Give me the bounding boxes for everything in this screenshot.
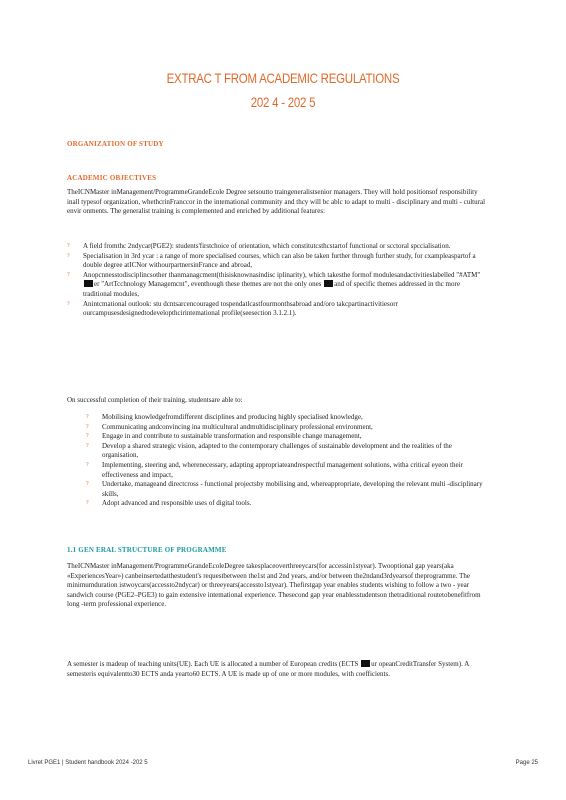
list-item-text: Engage in and contribute to sustainable transformation and responsible change management, (102, 432, 362, 441)
list-item-text: A field fromthc 2ndycar(PGE2): students'firstchoice of orientation, which constitutcsthcstartof functional or scctoral spccialisation. (83, 242, 451, 250)
bullet-icon: ? (86, 500, 89, 507)
list-item-text: Specialisation in 3rd ycar : a range of more specialised courses, which can also be taken further through further study, for cxampleaspartof a double degree atICNor withourpartnersinFrance and abroad, (83, 251, 476, 270)
bullet-icon: ? (86, 442, 89, 449)
list-item (86, 413, 487, 423)
list-item-text: Adopt advanced and responsible uses of digital tools. (102, 499, 252, 508)
list-item (86, 499, 487, 509)
list-item (86, 423, 487, 433)
section-heading-objectives: ACADEMIC OBJECTIVES (67, 174, 157, 182)
learning-outcomes-list (86, 413, 487, 509)
bullet-icon: ? (86, 414, 89, 420)
section-heading-organization: ORGANIZATION OF STUDY (67, 140, 164, 148)
list-item (86, 480, 487, 499)
footer-page-number: Page 25 (515, 760, 538, 766)
completion-intro-text: On successful completion of their training, studentsare able to: (67, 396, 243, 404)
redaction-mark (324, 280, 333, 287)
list-item-text: Mobilising knowledgefromdifferent disciplines and producing highly specialised knowledge, (102, 413, 363, 421)
structure-paragraph-1 (67, 562, 487, 610)
bullet-icon: ? (86, 423, 89, 430)
bullet-icon: ? (67, 243, 70, 249)
list-item (86, 461, 487, 480)
structure-paragraph-1-text: TheICNMaster inManagement/ProgrammeGrandeEcoleDegree takesplaceoverthreeycars(for accessin1styear). Twooptional gap years(aka «ExperiencesYear») canbeinsertedatthestudent's requestbetween the1st and 2nd years, and/or between the2ndand3rdyearsof theprogramme. The minimumduration istwoycars(accessto2ndycar) or threeyears(accessto1styear). Thefirstgap year enables students wishing to follow a two - year sandwich course (PGE2–PGE3) to gain extensive intemational experience. Thesecond gap year enablesstudentson thetraditional routetobenefitfrom long -term professional experience. (67, 562, 481, 609)
bullet-icon: ? (67, 300, 70, 307)
list-item-text: Communicating andconvincing ina multicultural andmultidisciplinary professional environment, (102, 422, 373, 431)
list-item-text: Implementing, steering and, wherenecessary, adapting appropriateandrespectful management solutions, witha critical eyeon their effectiveness and impact, (102, 460, 463, 479)
document-year: 202 4 - 202 5 (250, 94, 316, 110)
bullet-icon: ? (67, 271, 70, 278)
bullet-icon: ? (86, 433, 89, 440)
list-item (86, 432, 487, 442)
list-item (67, 252, 487, 271)
section-heading-structure: 1.1 GEN ERAL STRUCTURE OF PROGRAMME (67, 546, 227, 554)
redaction-mark (361, 660, 370, 667)
list-item (67, 300, 487, 319)
structure-paragraph-2 (67, 660, 487, 679)
structure-paragraph-2-text: A semester is madeup of teaching units(UE). Each UE is allocated a number of European credits (ECTS ur opeanCreditTransfer System). A semesteris equivalentto30 ECTS anda yearto60 ECTS. A UE is made up of one or more modules, with coefficients. (67, 660, 469, 678)
redaction-mark (84, 280, 93, 287)
bullet-icon: ? (67, 252, 70, 259)
list-item-text: Anopcnnesstodisciplincsother thanmanagcment(thisisknownasindisc iplinarity), which takesthe formof modulesandactivitieslabelled "#ATM" er "ArtTcchnology Managemcnt", eventhough these themes are not the only ones and of specific themes addressed in thc more traditional modules, (83, 270, 481, 298)
objectives-feature-list (67, 242, 487, 319)
list-item (67, 242, 487, 252)
list-item (67, 271, 487, 300)
bullet-icon: ? (86, 481, 89, 488)
objectives-intro (67, 188, 487, 217)
document-title: EXTRAC T FROM ACADEMIC REGULATIONS (166, 70, 400, 86)
completion-intro (67, 396, 487, 406)
objectives-intro-text: TheICNMaster inManagement/ProgrammeGrandeEcole Degree setsoutto traingeneralistsenior managers. They will hold positionsof responsibility inall typesof organization, whethcrinFranccor in the intemational community and thcy will bc ablc to adapt to multi - disciplinary and multi - cultural envir onments. The generalist training is complemented and enriched by additional features: (67, 188, 486, 216)
list-item (86, 442, 487, 461)
list-item-text: Develop a shared strategic vision, adapted to the contemporary challenges of sustainable development and the realities of the organisation, (102, 441, 452, 460)
list-item-text: Anintcmational outlook: stu dcntsarcencouraged tospendatlcastfourmonthsabroad and/oro takcpartinactivitiesorr ourcampusesdesignedtodevelopthcirintemational profile(seesection 3.1.2.1). (83, 299, 398, 318)
list-item-text: Undertake, manageand directcross - functional projectsby mobilising and, whereappropriate, developing the relevant multi -disciplinary skills, (102, 480, 483, 498)
bullet-icon: ? (86, 461, 89, 468)
footer-handbook-label: Livret PGE1 | Student handbook 2024 -202 5 (28, 760, 148, 766)
